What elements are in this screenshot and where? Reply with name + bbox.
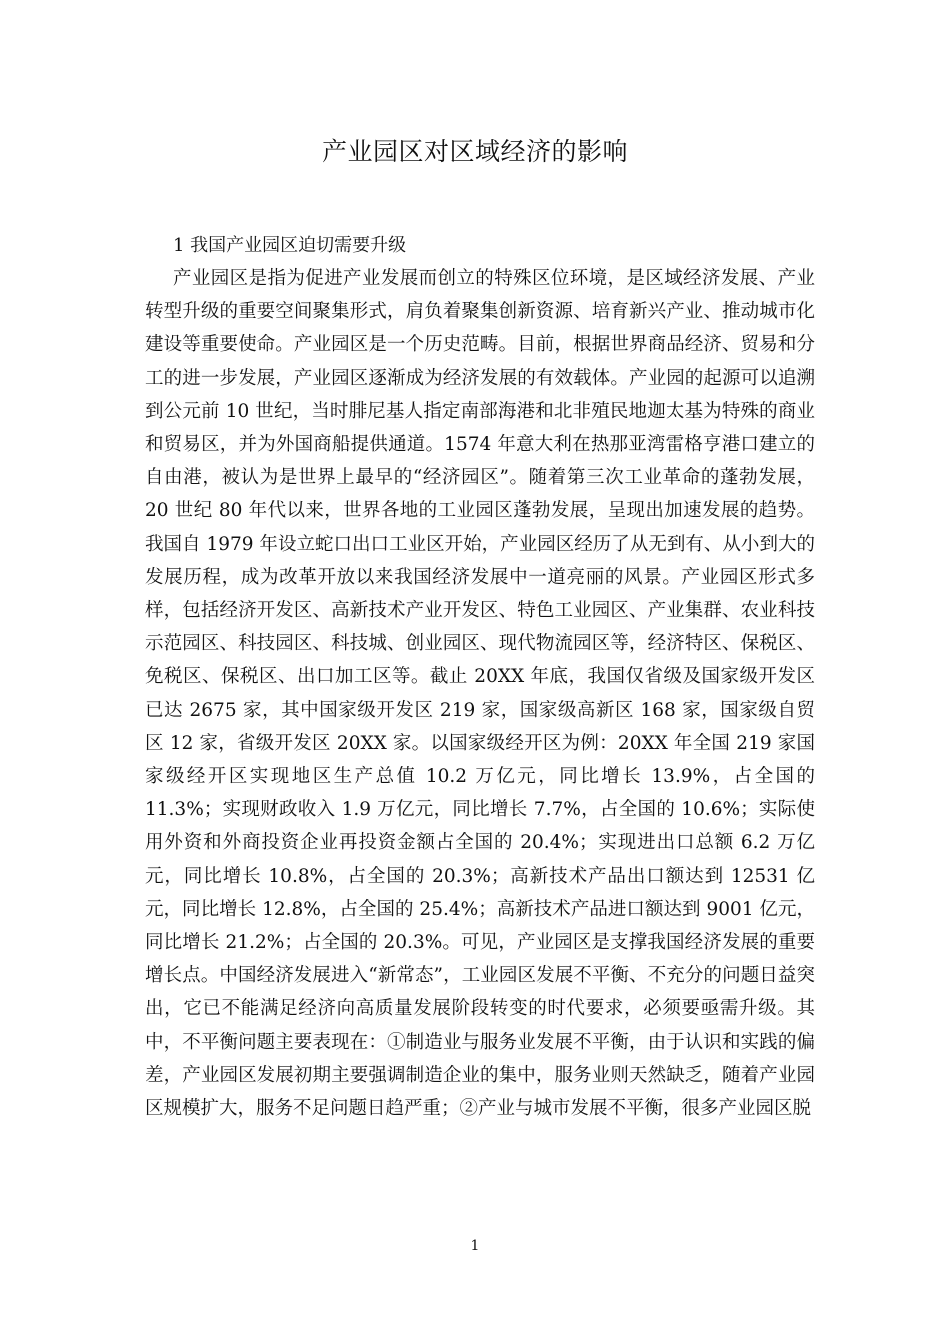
section-heading: 1 我国产业园区迫切需要升级 xyxy=(173,235,407,256)
body-paragraph: 产业园区是指为促进产业发展而创立的特殊区位环境，是区域经济发展、产业转型升级的重要空间聚集形式，肩负着聚集创新资源、培育新兴产业、推动城市化建设等重要使命。产业园区是一个历史范畴。目前，根据世界商品经济、贸易和分工的进一步发展，产业园区逐渐成为经济发展的有效载体。产业园的起源可以追溯到公元前 10 世纪，当时腓尼基人指定南部海港和北非殖民地迦太基为特殊的商业和贸易区，并为外国商船提供通道。1574 年意大利在热那亚湾雷格亨港口建立的自由港，被认为是世界上最早的“经济园区”。随着第三次工业革命的蓬勃发展，20 世纪 80 年代以来，世界各地的工业园区蓬勃发展，呈现出加速发展的趋势。我国自 1979 年设立蛇口出口工业区开始，产业园区经历了从无到有、从小到大的发展历程，成为改革开放以来我国经济发展中一道亮丽的风景。产业园区形式多样，包括经济开发区、高新技术产业开发区、特色工业园区、产业集群、农业科技示范园区、科技园区、科技城、创业园区、现代物流园区等，经济特区、保税区、免税区、保税区、出口加工区等。截止 20XX 年底，我国仅省级及国家级开发区已达 2675 家，其中国家级开发区 219 家，国家级高新区 168 家，国家级自贸区 12 家，省级开发区 20XX 家。以国家级经开区为例：20XX 年全国 219 家国家级经开区实现地区生产总值 10.2 万亿元，同比增长 13.9%，占全国的 11.3%；实现财政收入 1.9 万亿元，同比增长 7.7%，占全国的 10.6%；实际使用外资和外商投资企业再投资金额占全国的 20.4%；实现进出口总额 6.2 万亿元，同比增长 10.8%，占全国的 20.3%；高新技术产品出口额达到 12531 亿元，同比增长 12.8%，占全国的 25.4%；高新技术产品进口额达到 9001 亿元，同比增长 21.2%；占全国的 20.3%。可见，产业园区是支撑我国经济发展的重要增长点。中国经济发展进入“新常态”，工业园区发展不平衡、不充分的问题日益突出，它已不能满足经济向高质量发展阶段转变的时代要求，必须要亟需升级。其中，不平衡问题主要表现在：①制造业与服务业发展不平衡，由于认识和实践的偏差，产业园区发展初期主要强调制造企业的集中，服务业则天然缺乏，随着产业园区规模扩大，服务不足问题日趋严重；②产业与城市发展不平衡，很多产业园区脱 xyxy=(145,268,815,1120)
page-number: 1 xyxy=(470,1238,480,1254)
document-title: 产业园区对区域经济的影响 xyxy=(321,137,628,166)
